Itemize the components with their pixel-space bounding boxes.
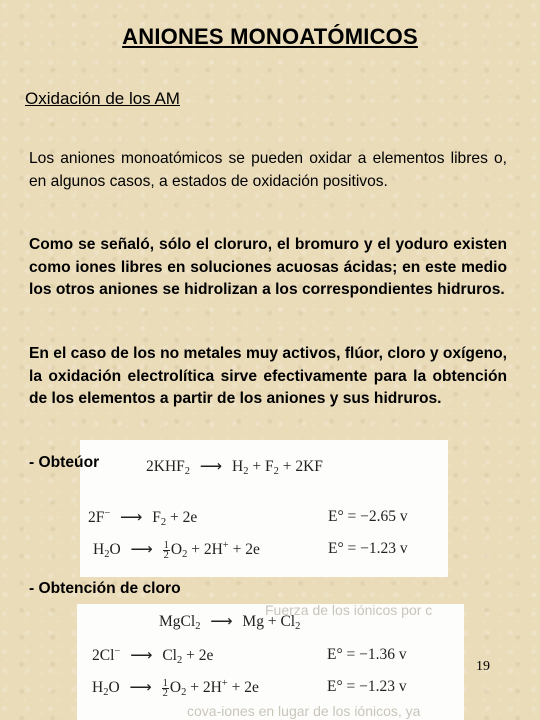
arrow-icon: ⟶	[130, 647, 153, 664]
arrow-icon: ⟶	[129, 679, 152, 696]
page-number: 19	[476, 659, 490, 674]
potential-fluoride: E° = −2.65 v	[328, 508, 408, 525]
equation-chloride-oxidation: 2Cl− ⟶ $Cl_2 + 2e$	[92, 646, 214, 666]
potential-chloride: E° = −1.36 v	[327, 646, 407, 663]
equation-khf2: $2KHF_2$ ⟶ $H_2 + F_2 + 2KF$	[146, 458, 323, 477]
page-title: ANIONES MONOATÓMICOS	[122, 24, 418, 49]
arrow-icon: ⟶	[210, 613, 233, 630]
arrow-icon: ⟶	[199, 458, 223, 475]
potential-water: E° = −1.23 v	[328, 540, 408, 557]
equation-water-oxidation: $H_2O$ ⟶ $\frac{1}{2}$ $O_2 + 2H^+ + 2e$	[93, 539, 260, 561]
equation-mgcl2: MgCl$_2$ ⟶ $Mg + Cl_2$	[159, 613, 301, 632]
section-subtitle: Oxidación de los AM	[25, 89, 180, 108]
equation-water-oxidation-2: $H_2O$ ⟶ $\frac{1}{2}$ $O_2 + 2H^+ + 2e$	[92, 677, 259, 699]
bleed-through-text-2: cova-iones en lugar de los iónicos, ya	[187, 703, 421, 719]
chlorine-section-label: - Obtención de cloro	[29, 580, 181, 597]
paragraph-halides: Como se señaló, sólo el cloruro, el bromuro y el yoduro existen como iones libres en soluciones acuosas ácidas; en este medio los otros aniones se hidrolizan a los correspondientes hidruros.	[29, 236, 507, 298]
paragraph-electrolytic: En el caso de los no metales muy activos, flúor, cloro y oxígeno, la oxidación electrolítica sirve efectivamente para la obtención de los elementos a partir de los aniones y sus hidruros.	[29, 345, 507, 407]
chlorine-equations-image	[77, 604, 464, 720]
potential-water-2: E° = −1.23 v	[327, 678, 407, 695]
paragraph-intro: Los aniones monoatómicos se pueden oxidar a elementos libres o, en algunos casos, a estados de oxidación positivos.	[29, 150, 507, 190]
arrow-icon: ⟶	[130, 541, 153, 558]
equation-fluoride-oxidation: 2F− ⟶ $F_2 + 2e$	[88, 508, 198, 528]
fluorine-section-label: - Obteúor	[29, 454, 100, 471]
arrow-icon: ⟶	[120, 509, 143, 526]
fluorine-equations-image	[80, 440, 448, 577]
bleed-through-text: Fuerza de los iónicos por c	[265, 602, 433, 618]
